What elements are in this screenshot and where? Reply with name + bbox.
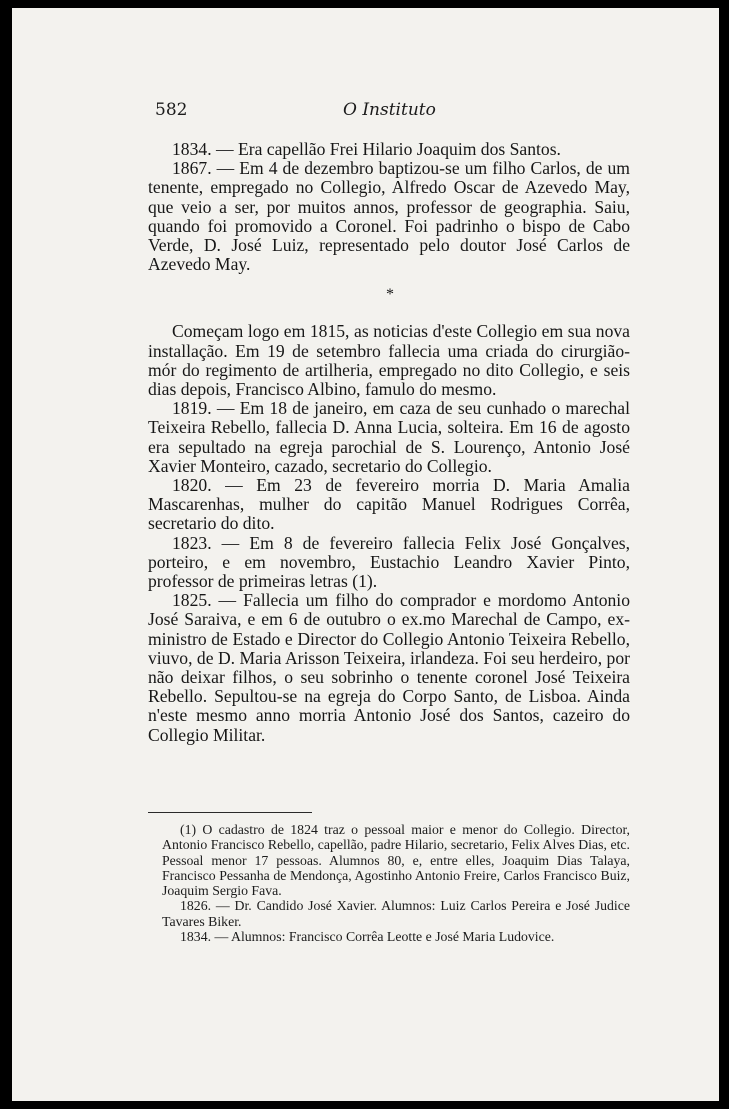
asterisk-separator: *: [386, 286, 394, 304]
page-number: 582: [155, 100, 188, 120]
paragraph-1867: 1867. — Em 4 de dezembro baptizou-se um filho Carlos, de um tenente, empregado no Collegio, Alfredo Oscar de Azevedo May, que veio a ser, por muitos annos, professor de geographia. Saiu, quando foi promovido a Coronel. Foi padrinho o bispo de Cabo Verde, D. José Luiz, representado pelo doutor José Carlos de Azevedo May.: [148, 158, 630, 275]
paragraph-1820: 1820. — Em 23 de fevereiro morria D. Maria Amalia Mascarenhas, mulher do capitão Manuel Rodrigues Corrêa, secretario do dito.: [148, 475, 630, 534]
footnote-1826: 1826. — Dr. Candido José Xavier. Alumnos: Luiz Carlos Pereira e José Judice Tavares Biker.: [162, 898, 630, 929]
footnote-rule: [148, 812, 312, 813]
page-header: [155, 100, 635, 126]
paragraph-1815: Começam logo em 1815, as noticias d'este Collegio em sua nova installação. Em 19 de setembro fallecia uma criada do cirurgião-mór do regimento de artilheria, empregado no dito Collegio, e seis dias depois, Francisco Albino, famulo do mesmo.: [148, 321, 630, 400]
paragraph-1834: 1834. — Era capellão Frei Hilario Joaquim dos Santos.: [172, 139, 561, 159]
paragraph-1825: 1825. — Fallecia um filho do comprador e mordomo Antonio José Saraiva, e em 6 de outubro o ex.mo Marechal de Campo, ex-ministro de Estado e Director do Collegio Antonio Teixeira Rebello, viuvo, de D. Maria Arisson Teixeira, irlandeza. Foi seu herdeiro, por não deixar filhos, o seu sobrinho o tenente coronel José Teixeira Rebello. Sepultou-se na egreja do Corpo Santo, de Lisboa. Ainda n'este mesmo anno morria Antonio José dos Santos, cazeiro do Collegio Militar.: [148, 590, 630, 745]
running-title: O Instituto: [343, 100, 436, 120]
paragraph-1823: 1823. — Em 8 de fevereiro fallecia Felix José Gonçalves, porteiro, e em novembro, Eustachio Leandro Xavier Pinto, professor de primeiras letras (1).: [148, 532, 630, 592]
section-separator: [148, 274, 630, 322]
footnote-1: (1) O cadastro de 1824 traz o pessoal maior e menor do Collegio. Director, Antonio Francisco Rebello, capellão, padre Hilario, secretario, Felix Alves Dias, etc. Pessoal menor 17 pessoas. Alumnos 80, e, entre elles, Joaquim Dias Talaya, Francisco Pessanha de Mendonça, Agostinho Antonio Freire, Carlos Francisco Buiz, Joaquim Sergio Fava.: [162, 822, 630, 899]
paragraph-1819: 1819. — Em 18 de janeiro, em caza de seu cunhado o marechal Teixeira Rebello, fallecia D. Anna Lucia, solteira. Em 16 de agosto era sepultado na egreja parochial de S. Lourenço, Antonio José Xavier Monteiro, cazado, secretario do Collegio.: [148, 398, 630, 476]
footnotes: [162, 822, 630, 944]
footnote-1834: 1834. — Alumnos: Francisco Corrêa Leotte e José Maria Ludovice.: [180, 929, 555, 945]
body-text: [148, 140, 630, 745]
